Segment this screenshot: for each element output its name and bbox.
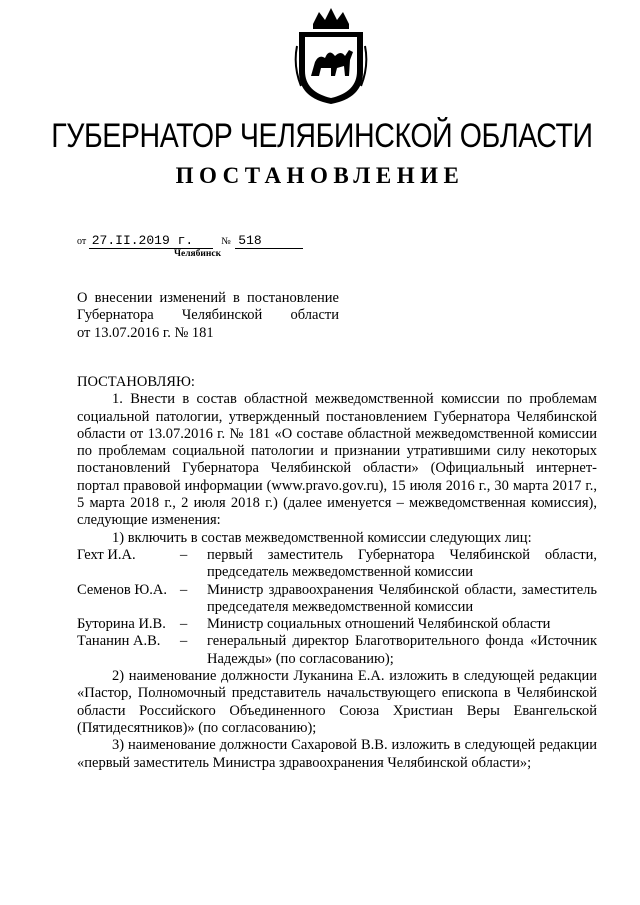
city: Челябинск — [174, 249, 222, 259]
date-prefix: от — [77, 236, 87, 247]
item-3: 3) наименование должности Сахаровой В.В. изложить в следующей редакции «первый заместитель Министра здравоохранения Челябинской области»; — [77, 737, 597, 771]
resolution-heading: ПОСТАНОВЛЯЮ: — [77, 374, 195, 390]
member-dash: – — [180, 633, 188, 650]
member-dash: – — [180, 616, 188, 633]
number-label: № — [221, 236, 231, 247]
subject-line: от 13.07.2016 г. № 181 — [77, 324, 214, 341]
member-row — [77, 547, 597, 582]
governor-title: ГУБЕРНАТОР ЧЕЛЯБИНСКОЙ ОБЛАСТИ — [51, 117, 593, 155]
document-body — [77, 374, 597, 772]
subject-line: О внесении изменений в постановление — [77, 290, 339, 306]
paragraph-1: 1. Внести в состав областной межведомственной комиссии по проблемам социальной патологии, утвержденный постановлением Губернатора Челябинской области от 13.07.2016 г. № 181 «О составе областной межведомственной комиссии по проблемам социальной патологии и признании утратившими силу некоторых постановлений Губернатора Челябинской области» (Официальный интернет-портал правовой информации (www.pravo.gov.ru), 15 июля 2016 г., 30 марта 2017 г., 5 марта 2018 г., 2 июля 2018 г.) (далее именуется – межведомственная комиссия), следующие изменения: — [77, 391, 597, 529]
member-row — [77, 582, 597, 617]
member-name: Буторина И.В. — [77, 616, 166, 633]
member-position: первый заместитель Губернатора Челябинской области, председатель межведомственной комиссии — [207, 546, 597, 581]
document-subject — [77, 290, 339, 342]
member-dash: – — [180, 546, 188, 563]
document-type: ПОСТАНОВЛЕНИЕ — [175, 163, 465, 188]
member-position: Министр социальных отношений Челябинской области — [207, 616, 551, 633]
member-name: Семенов Ю.А. — [77, 581, 168, 598]
member-row — [77, 616, 597, 633]
member-dash: – — [180, 581, 188, 598]
coat-of-arms-emblem — [293, 6, 369, 106]
document-number: 518 — [235, 233, 303, 249]
member-position: генеральный директор Благотворительного фонда «Источник Надежды» (по согласованию); — [207, 633, 597, 667]
document-date: 27.II.2019 г. — [89, 233, 213, 249]
document-meta — [77, 233, 303, 249]
subject-line: Губернатора Челябинской области — [77, 307, 339, 324]
members-table — [77, 547, 597, 668]
item-2: 2) наименование должности Луканина Е.А. изложить в следующей редакции «Пастор, Полномочный представитель начальствующего епископа в Челябинской области Российского Объединенного Союза Христиан Веры Евангельской (Пятидесятников)» (по согласованию); — [77, 668, 597, 736]
member-row — [77, 633, 597, 668]
member-name: Гехт И.А. — [77, 546, 136, 563]
item-1: 1) включить в состав межведомственной комиссии следующих лиц: — [112, 529, 532, 546]
member-name: Тананин А.В. — [77, 633, 161, 650]
member-position: Министр здравоохранения Челябинской области, заместитель председателя межведомственной комиссии — [207, 581, 597, 615]
